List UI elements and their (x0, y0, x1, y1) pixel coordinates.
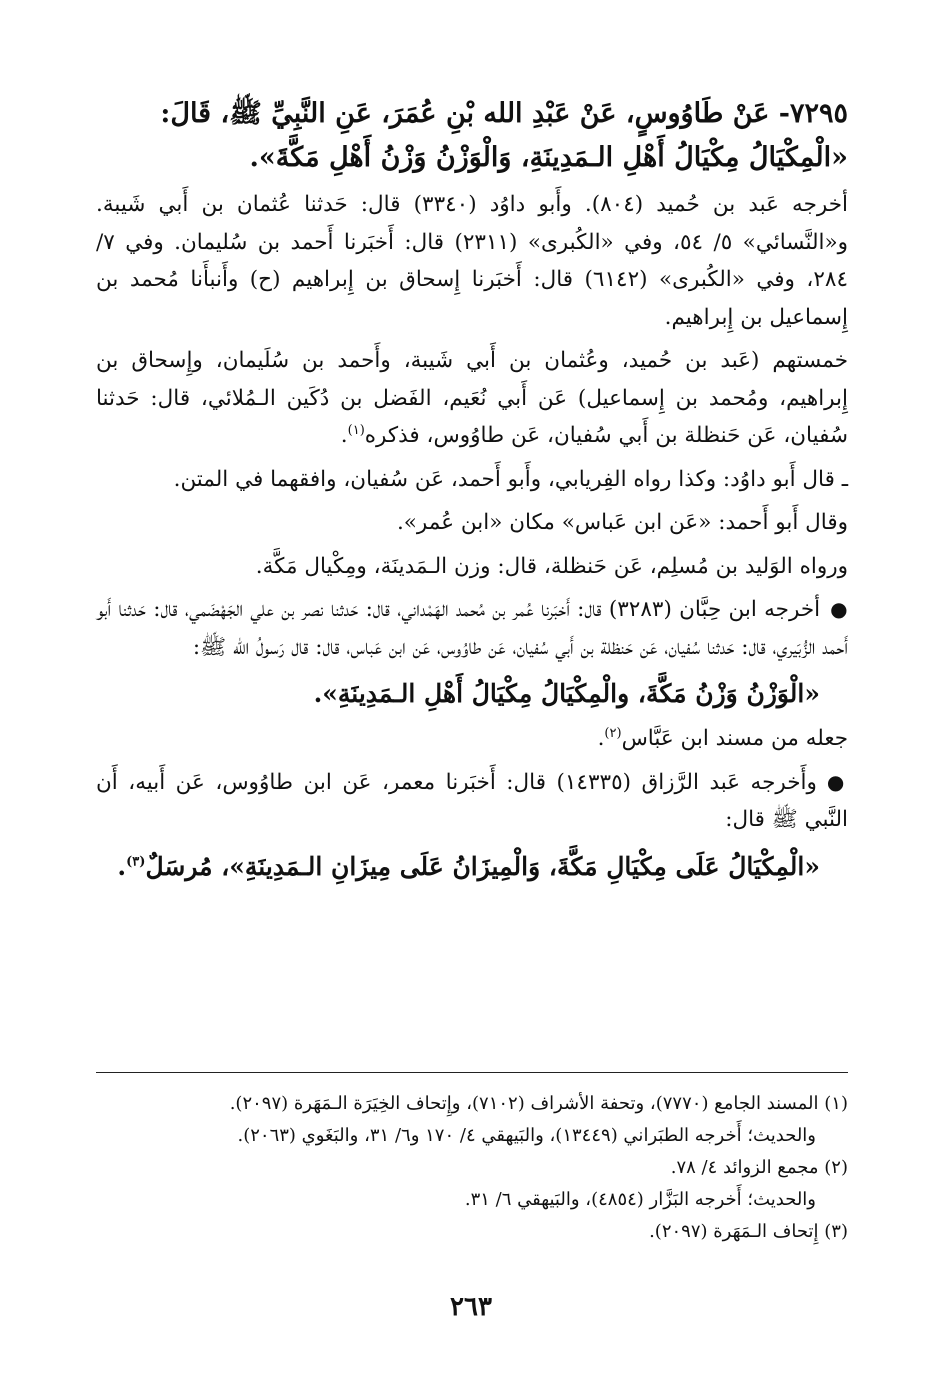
note-abu-dawud: ـ قال أَبو داوُد: وكذا رواه الفِريابي، وأَبو أَحمد، عَن سُفيان، وافقهما في المتن. (173, 466, 848, 492)
abd-razzaq-paragraph (96, 764, 848, 839)
page-number: ٢٦٣ (450, 1292, 492, 1322)
footnote-separator (96, 1072, 848, 1073)
footnote-ref-1: (١) (347, 422, 365, 438)
ibn-hibban-text: أخرجه ابن حِبَّان (٣٢٨٣) قال: أَخبَرنا عُمر بن مُحمد الهَمْداني، قال: حَدثنا نصر بن علي الجَهْضَمي، قال: حَدثنا أَبو أَحمد الزُّبَيري، قال: حَدثنا سُفيان، عَن حَنظلة بن أَبي سُفيان، عَن طاوُوس، عَن ابن عَباس، قال: قال رَسولُ الله ﷺ: (96, 597, 848, 660)
abd-razzaq-matn: «الْمِكْيَالُ عَلَى مِكْيَالِ مَكَّةَ، وَالْمِيزَانُ عَلَى مِيزَانِ الـمَدِينَةِ»، مُرسَلٌ (145, 851, 820, 881)
bullet-icon: ● (826, 769, 848, 794)
takhrij-paragraph-2: خمستهم (عَبد بن حُميد، وعُثمان بن أَبي شَيبة، وأَحمد بن سُلَيمان، وإِسحاق بن إِبراهيم، ومُحمد بن إِسماعيل) عَن أَبي نُعَيم، الفَضل بن دُكَين الـمُلائي، قال: حَدثنا سُفيان، عَن حَنظلة بن أَبي سُفيان، عَن طاوُوس، فذكره$^{(١)}$. (96, 348, 848, 448)
footnote-line: (٣) إِتحاف الـمَهَرة (٢٠٩٧). (649, 1221, 848, 1242)
hadith-matn: «الْمِكْيَالُ مِكْيَالُ أَهْلِ الـمَدِينَةِ، وَالْوَزْنُ وَزْنُ أَهْلِ مَكَّةَ». (249, 142, 848, 173)
ibn-hibban-paragraph (96, 591, 848, 666)
note-abu-ahmad: وقال أَبو أَحمد: «عَن ابن عَباس» مكان «ابن عُمر». (396, 510, 848, 535)
note-walid: ورواه الوَليد بن مُسلِم، عَن حَنظلة، قال: وزن الـمَدينَة، ومِكْيال مَكَّة. (255, 553, 848, 579)
takhrij-paragraph-2-text: خمستهم (عَبد بن حُميد، وعُثمان بن أَبي شَيبة، وأَحمد بن سُلَيمان، وإِسحاق بن إِبراهيم، ومُحمد بن إِسماعيل) عَن أَبي نُعَيم، الفَضل بن دُكَين الـمُلائي، قال: حَدثنا سُفيان، عَن حَنظلة بن أَبي سُفيان، عَن طاوُوس، فذكره (96, 348, 848, 448)
page-body (96, 92, 848, 893)
footnotes (96, 1088, 848, 1248)
hadith-isnad: - عَنْ طَاوُوسٍ، عَنْ عَبْدِ الله بْنِ عُمَرَ، عَنِ النَّبِيِّ ﷺ، قَالَ: (160, 98, 790, 129)
footnote-ref-2: (٢) (604, 725, 622, 741)
abd-razzaq-matn-line: «الْمِكْيَالُ عَلَى مِكْيَالِ مَكَّةَ، وَالْمِيزَانُ عَلَى مِيزَانِ الـمَدِينَةِ»، مُرسَلٌ$^{(٣)}$. (117, 851, 820, 881)
abd-razzaq-text: وأَخرجه عَبد الرَّزاق (١٤٣٣٥) قال: أَخبَرنا معمر، عَن ابن طاوُوس، عَن أَبيه، أَن النَّبي ﷺ قال: (96, 769, 848, 832)
bullet-icon: ● (830, 597, 849, 621)
footnote-ref-3: (٣) (126, 854, 146, 870)
footnote-line: والحديث؛ أَخرجه البَزَّار (٤٨٥٤)، والبَيهقي ٦/ ٣١. (464, 1189, 816, 1210)
footnote-line: والحديث؛ أَخرجه الطبَراني (١٣٤٤٩)، والبَيهقي ٤/ ١٧٠ و٦/ ٣١، والبَغَوي (٢٠٦٣). (237, 1125, 816, 1146)
hadith-heading (96, 92, 848, 180)
ibn-hibban-matn: «الْوَزْنُ وَزْنُ مَكَّةَ، والْمِكْيَالُ مِكْيَالُ أَهْلِ الـمَدِينَةِ». (313, 679, 820, 708)
ibn-hibban-comment: جعله من مسند ابن عَبَّاس (621, 726, 848, 751)
footnote-line: (١) المسند الجامع (٧٧٧٠)، وتحفة الأشراف (٧١٠٢)، وإِتحاف الخِيَرَة الـمَهَرة (٢٠٩٧). (229, 1093, 848, 1114)
footnote-line: (٢) مجمع الزوائد ٤/ ٧٨. (670, 1157, 848, 1178)
ibn-hibban-comment-line: جعله من مسند ابن عَبَّاس$^{(٢)}$. (597, 725, 848, 751)
hadith-number: ٧٢٩٥ (789, 98, 848, 129)
takhrij-paragraph-1: أخرجه عَبد بن حُميد (٨٠٤). وأَبو داوُد (٣٣٤٠) قال: حَدثنا عُثمان بن أَبي شَيبة. و«النَّسائي» ٥/ ٥٤، وفي «الكُبرى» (٢٣١١) قال: أَخبَرنا أَحمد بن سُليمان. وفي ٧/ ٢٨٤، وفي «الكُبرى» (٦١٤٢) قال: أَخبَرنا إِسحاق بن إِبراهيم (ح) وأَنبأَنا مُحمد بن إِسماعيل بن إِبراهيم. (96, 192, 848, 330)
